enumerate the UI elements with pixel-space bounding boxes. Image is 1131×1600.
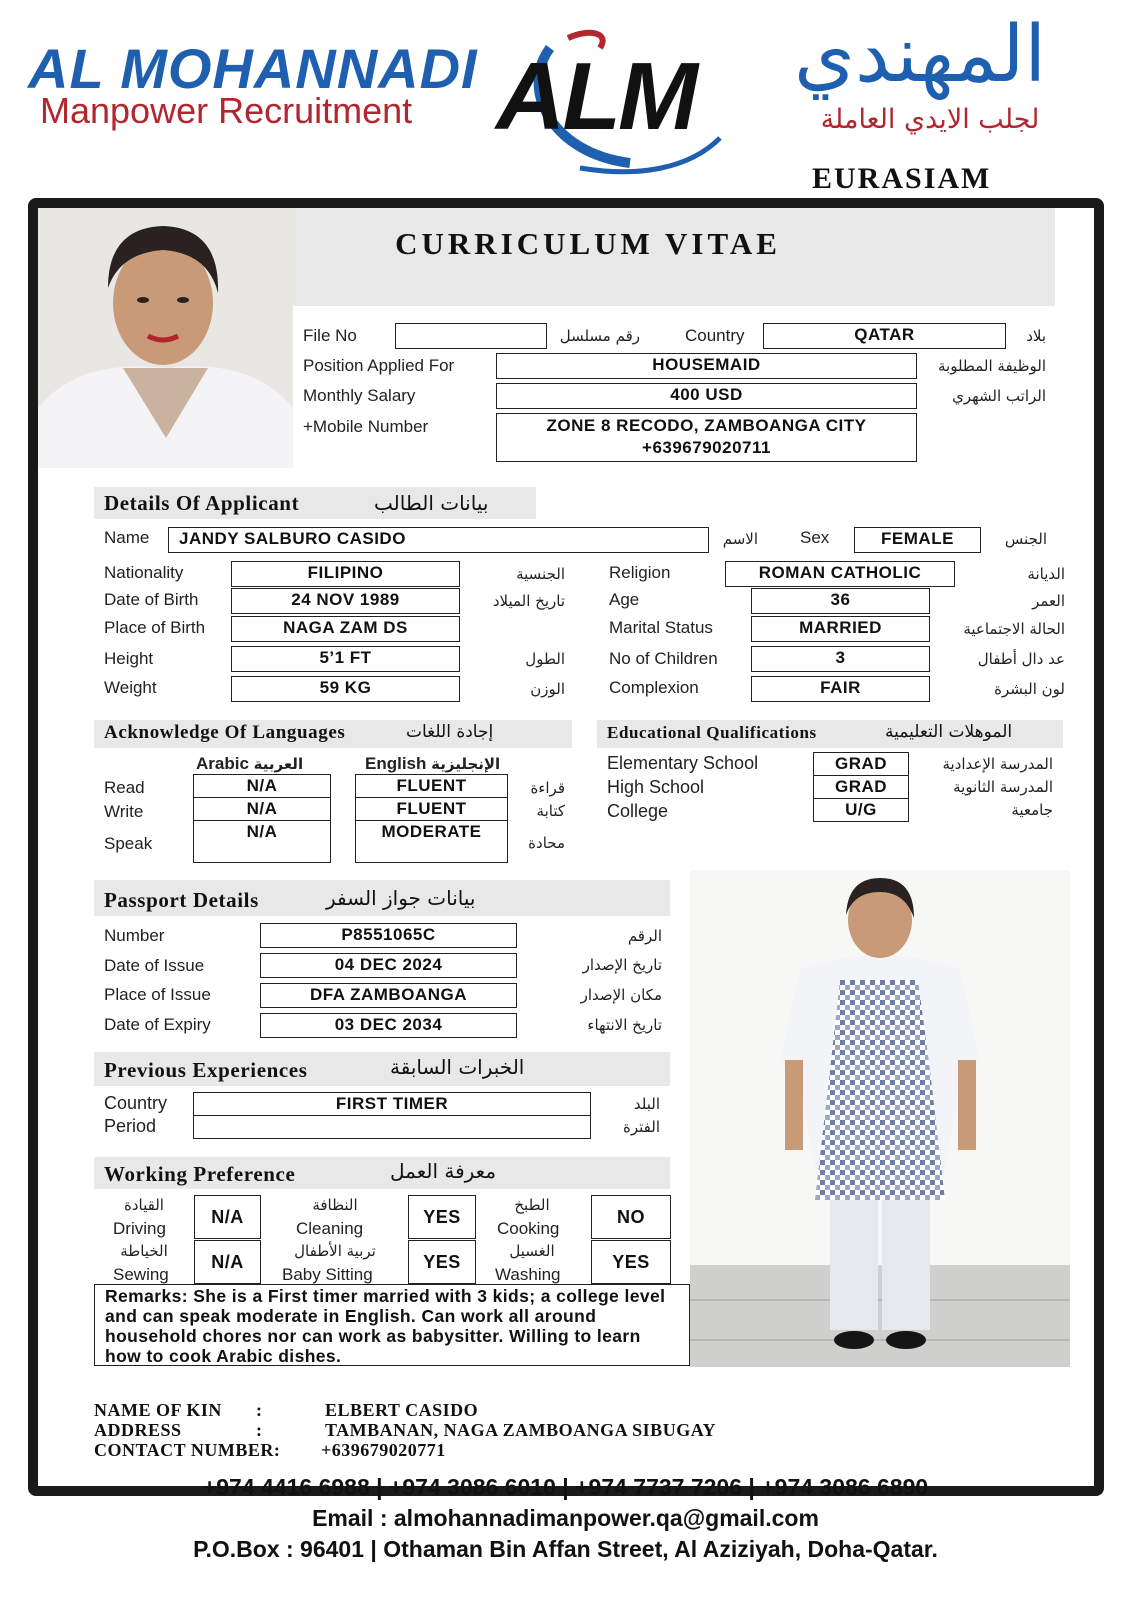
kin-name-value: ELBERT CASIDO — [325, 1400, 479, 1420]
height-label-ar: الطول — [525, 650, 565, 668]
religion-label-ar: الديانة — [1027, 565, 1065, 583]
pob-value: NAGA ZAM DS — [231, 616, 460, 642]
kin-name-label: NAME OF KIN — [94, 1400, 222, 1420]
height-label: Height — [104, 649, 154, 668]
lang-col-english-ar: الإنجليزية — [431, 755, 501, 773]
passport-number-label-ar: الرقم — [627, 927, 662, 945]
document-title: CURRICULUM VITAE — [395, 226, 781, 261]
kin-name-colon: : — [256, 1400, 262, 1420]
footer-phones: +974 4416 6988 | +974 3086 6010 | +974 7737 7206 | +974 3086 6890 — [202, 1474, 929, 1500]
passport-section-header — [94, 880, 670, 916]
lang-write-english: FLUENT — [355, 797, 508, 821]
passport-expiry-label-ar: تاريخ الانتهاء — [587, 1016, 662, 1034]
passport-issue-date-value: 04 DEC 2024 — [260, 953, 517, 978]
kin-contact-label: CONTACT NUMBER: — [94, 1440, 281, 1460]
edu-elementary-label-ar: المدرسة الإعدادية — [942, 755, 1053, 773]
passport-section-title: Passport Details — [104, 888, 259, 912]
pref-cooking-label-ar: الطبخ — [514, 1196, 550, 1214]
lang-write-arabic: N/A — [193, 797, 331, 821]
weight-label-ar: الوزن — [530, 680, 565, 698]
pref-cleaning-label: Cleaning — [296, 1219, 364, 1238]
pref-babysitting-value: YES — [408, 1240, 476, 1284]
preference-section-header — [94, 1157, 670, 1189]
age-label: Age — [609, 590, 640, 609]
nationality-label-ar: الجنسية — [516, 565, 565, 583]
position-label: Position Applied For — [303, 356, 455, 375]
applicant-section-title-ar: بيانات الطالب — [374, 491, 489, 515]
lang-write-label-ar: كتابة — [536, 802, 565, 820]
logo-text: ALM — [496, 43, 695, 150]
partner-name: EURASIAM — [812, 162, 992, 195]
name-label: Name — [104, 528, 150, 547]
country-value: QATAR — [763, 323, 1006, 349]
nationality-label: Nationality — [104, 563, 184, 582]
education-section-title-ar: الموهلات التعليمية — [885, 722, 1013, 742]
applicant-full-body-photo — [690, 870, 1070, 1367]
salary-label-ar: الراتب الشهري — [952, 387, 1046, 405]
dob-label-ar: تاريخ الميلاد — [492, 592, 565, 610]
passport-issue-date-label-ar: تاريخ الإصدار — [582, 956, 662, 974]
height-value: 5’1 FT — [231, 646, 460, 672]
lang-read-label-ar: قراءة — [530, 779, 565, 797]
children-value: 3 — [751, 646, 930, 672]
passport-expiry-label: Date of Expiry — [104, 1015, 211, 1034]
exp-period-label-ar: الفترة — [623, 1118, 660, 1136]
edu-college-value: U/G — [813, 798, 909, 822]
languages-section-header — [94, 720, 572, 748]
file-no-label: File No — [303, 326, 357, 345]
age-label-ar: العمر — [1032, 592, 1065, 610]
pref-sewing-label: Sewing — [113, 1265, 169, 1284]
position-value: HOUSEMAID — [496, 353, 917, 379]
education-section-header — [597, 720, 1063, 748]
pref-driving-value: N/A — [194, 1195, 261, 1239]
pref-washing-label-ar: الغسيل — [509, 1242, 555, 1260]
name-label-ar: الاسم — [722, 530, 758, 548]
applicant-section-title: Details Of Applicant — [104, 491, 300, 515]
edu-elementary-label: Elementary School — [607, 753, 759, 773]
lang-speak-english: MODERATE — [355, 820, 508, 863]
dob-value: 24 NOV 1989 — [231, 588, 460, 614]
pref-cleaning-value: YES — [408, 1195, 476, 1239]
passport-expiry-value: 03 DEC 2034 — [260, 1013, 517, 1038]
country-label: Country — [685, 326, 745, 345]
kin-contact-value: +639679020771 — [321, 1440, 446, 1460]
salary-label: Monthly Salary — [303, 386, 416, 405]
lang-col-arabic — [196, 754, 303, 774]
mobile-number-line: +639679020711 — [642, 438, 771, 457]
passport-number-label: Number — [104, 926, 165, 945]
applicant-section-header — [94, 487, 536, 519]
marital-label-ar: الحالة الاجتماعية — [963, 620, 1065, 638]
exp-country-label-ar: البلد — [633, 1095, 660, 1113]
exp-period-value — [193, 1115, 591, 1139]
footer-address: P.O.Box : 96401 | Othaman Bin Affan Street, Al Aziziyah, Doha-Qatar. — [193, 1536, 938, 1562]
exp-country-value: FIRST TIMER — [193, 1092, 591, 1116]
pref-washing-value: YES — [591, 1240, 671, 1284]
lang-write-label: Write — [104, 802, 144, 821]
sex-label: Sex — [800, 528, 830, 547]
languages-section-title: Acknowledge Of Languages — [104, 722, 346, 743]
marital-label: Marital Status — [609, 618, 713, 637]
country-label-ar: بلاد — [1026, 327, 1046, 345]
pref-cleaning-label-ar: النظافة — [312, 1196, 358, 1214]
pref-babysitting-label: Baby Sitting — [282, 1265, 373, 1284]
dob-label: Date of Birth — [104, 590, 199, 609]
complexion-value: FAIR — [751, 676, 930, 702]
lang-read-label: Read — [104, 778, 145, 797]
pref-sewing-label-ar: الخياطة — [120, 1242, 168, 1260]
nationality-value: FILIPINO — [231, 561, 460, 587]
pref-washing-label: Washing — [495, 1265, 561, 1284]
lang-col-english-en: English — [365, 754, 427, 773]
kin-address-label: ADDRESS — [94, 1420, 182, 1440]
portrait-illustration — [38, 208, 293, 468]
edu-highschool-value: GRAD — [813, 775, 909, 799]
children-label: No of Children — [609, 649, 718, 668]
remarks-box: Remarks: She is a First timer married with 3 kids; a college level and can speak moderate in English. Can work all around household chores nor can work as babysitter. Willing to learn how to cook Arabic dishes. — [94, 1284, 690, 1366]
company-name-ar: المهندي — [793, 10, 1046, 100]
languages-section-title-ar: إجادة اللغات — [406, 722, 494, 742]
applicant-portrait-photo — [38, 208, 293, 468]
pref-cooking-label: Cooking — [497, 1219, 560, 1238]
salary-value: 400 USD — [496, 383, 917, 409]
complexion-label: Complexion — [609, 678, 699, 697]
marital-value: MARRIED — [751, 616, 930, 642]
lang-col-english — [365, 754, 500, 774]
edu-highschool-label-ar: المدرسة الثانوية — [953, 778, 1053, 796]
name-value: JANDY SALBURO CASIDO — [168, 527, 709, 553]
kin-address-colon: : — [256, 1420, 262, 1440]
full-body-illustration — [690, 870, 1070, 1367]
children-label-ar: عد دال أطفال — [977, 650, 1065, 668]
pob-label: Place of Birth — [104, 618, 206, 637]
experience-section-title-ar: الخبرات السابقة — [390, 1055, 525, 1079]
lang-read-english: FLUENT — [355, 774, 508, 798]
passport-issue-place-value: DFA ZAMBOANGA — [260, 983, 517, 1008]
company-subtitle-en: Manpower Recruitment — [40, 90, 413, 131]
lang-col-arabic-en: Arabic — [196, 754, 249, 773]
pref-cooking-value: NO — [591, 1195, 671, 1239]
education-section-title: Educational Qualifications — [607, 723, 817, 742]
religion-label: Religion — [609, 563, 671, 582]
company-subtitle-ar: لجلب الايدي العاملة — [820, 104, 1040, 135]
pref-sewing-value: N/A — [194, 1240, 261, 1284]
edu-highschool-label: High School — [607, 777, 705, 797]
lang-speak-arabic: N/A — [193, 820, 331, 863]
pref-driving-label-ar: القيادة — [124, 1196, 164, 1214]
pref-babysitting-label-ar: تربية الأطفال — [294, 1242, 376, 1260]
preference-section-title-ar: معرفة العمل — [390, 1159, 497, 1183]
file-no-label-ar: رقم مسلسل — [559, 327, 640, 345]
passport-issue-place-label: Place of Issue — [104, 985, 211, 1004]
complexion-label-ar: لون البشرة — [994, 680, 1065, 698]
edu-elementary-value: GRAD — [813, 752, 909, 776]
passport-number-value: P8551065C — [260, 923, 517, 948]
lang-speak-label: Speak — [104, 834, 153, 853]
experience-section-header — [94, 1052, 670, 1086]
pref-driving-label: Driving — [113, 1219, 166, 1238]
passport-section-title-ar: بيانات جواز السفر — [326, 886, 476, 910]
edu-college-label: College — [607, 801, 669, 821]
mobile-address-line: ZONE 8 RECODO, ZAMBOANGA CITY — [546, 416, 867, 435]
kin-address-value: TAMBANAN, NAGA ZAMBOANGA SIBUGAY — [325, 1420, 717, 1440]
weight-label: Weight — [104, 678, 157, 697]
sex-value: FEMALE — [854, 527, 981, 553]
lang-read-arabic: N/A — [193, 774, 331, 798]
passport-issue-place-label-ar: مكان الإصدار — [580, 986, 662, 1004]
lang-col-arabic-ar: العربية — [253, 755, 304, 773]
sex-label-ar: الجنس — [1004, 530, 1047, 548]
footer-email: Email : almohannadimanpower.qa@gmail.com — [312, 1505, 819, 1531]
company-name-en: AL MOHANNADI — [28, 37, 478, 100]
weight-value: 59 KG — [231, 676, 460, 702]
position-label-ar: الوظيفة المطلوبة — [938, 357, 1046, 375]
exp-period-label: Period — [104, 1116, 157, 1136]
preference-section-title: Working Preference — [104, 1162, 296, 1186]
edu-college-label-ar: جامعية — [1011, 801, 1053, 819]
experience-section-title: Previous Experiences — [104, 1058, 308, 1082]
mobile-value — [496, 413, 917, 462]
mobile-label: +Mobile Number — [303, 417, 429, 436]
religion-value: ROMAN CATHOLIC — [725, 561, 955, 587]
age-value: 36 — [751, 588, 930, 614]
lang-speak-label-ar: محادة — [528, 834, 565, 852]
file-no-value — [395, 323, 547, 349]
passport-issue-date-label: Date of Issue — [104, 956, 205, 975]
exp-country-label: Country — [104, 1093, 168, 1113]
